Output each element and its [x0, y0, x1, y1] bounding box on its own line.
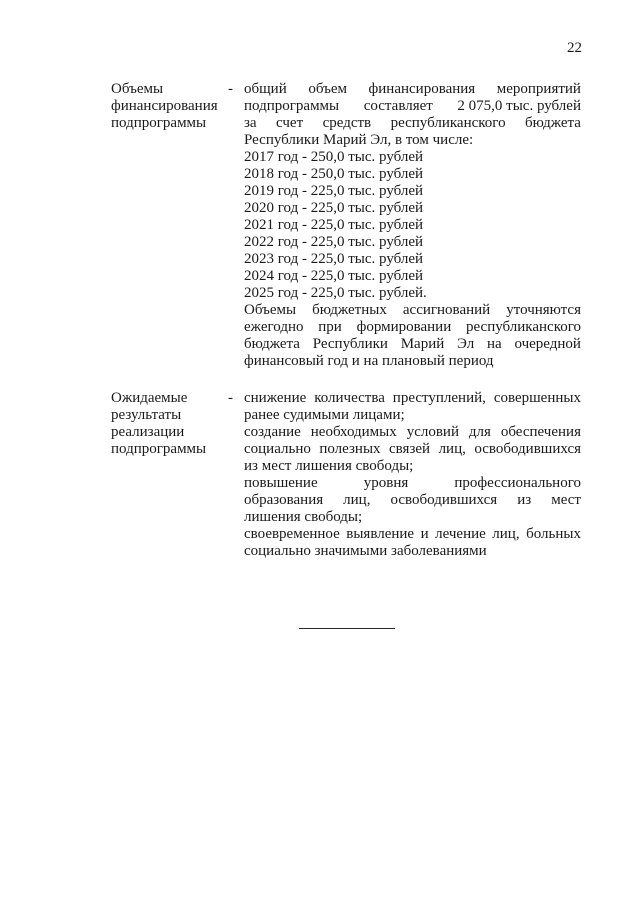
page-number: 22 — [567, 40, 582, 56]
results-dash: - — [228, 390, 233, 406]
results-line — [244, 492, 581, 509]
word: бюджета — [244, 336, 300, 352]
word: лиц, — [343, 492, 371, 508]
results-label — [111, 390, 228, 560]
word: количества — [314, 390, 385, 406]
word: совершенных — [493, 390, 581, 406]
word: больных — [526, 526, 581, 542]
results-line: ранее судимыми лицами; — [244, 407, 405, 423]
financing-label-line: Объемы — [111, 81, 164, 97]
financing-section — [111, 81, 581, 370]
results-line: социально значимыми заболеваниями — [244, 543, 487, 559]
word: на — [487, 336, 502, 352]
word: связей — [389, 441, 431, 457]
word: уточняются — [506, 302, 581, 318]
results-line — [244, 424, 581, 441]
financing-label — [111, 81, 228, 370]
word: при — [318, 319, 342, 335]
financing-dash: - — [228, 81, 233, 97]
word: освободившихся — [474, 441, 581, 457]
financing-text — [244, 81, 581, 370]
results-line: лишения свободы; — [244, 509, 363, 525]
financing-label-line: финансирования — [111, 98, 218, 114]
word: республиканского — [466, 319, 581, 335]
word: для — [468, 424, 491, 440]
financing-intro-line — [244, 115, 581, 132]
year-allocation: 2022 год - 225,0 тыс. рублей — [244, 234, 424, 250]
word: мест — [551, 492, 581, 508]
results-line — [244, 475, 581, 492]
results-line — [244, 390, 581, 407]
word: счет — [276, 115, 304, 131]
word: уровня — [363, 475, 409, 491]
word: республиканского — [390, 115, 506, 131]
year-allocation: 2017 год - 250,0 тыс. рублей — [244, 149, 424, 165]
results-line — [244, 441, 581, 458]
results-section — [111, 390, 581, 560]
word: формировании — [356, 319, 452, 335]
word: преступлений, — [392, 390, 486, 406]
end-divider-line — [299, 628, 395, 629]
results-label-line: Ожидаемые — [111, 390, 188, 406]
year-allocation: 2020 год - 225,0 тыс. рублей — [244, 200, 424, 216]
financing-note-line — [244, 302, 581, 319]
results-label-line: реализации — [111, 424, 185, 440]
word: социально — [244, 441, 311, 457]
word: освободившихся — [390, 492, 498, 508]
results-label-line: результаты — [111, 407, 182, 423]
word: лиц, — [438, 441, 466, 457]
financing-intro-line — [244, 81, 581, 98]
results-line — [244, 526, 581, 543]
word: своевременное — [244, 526, 340, 542]
financing-label-line: подпрограммы — [111, 115, 207, 131]
results-label-line: подпрограммы — [111, 441, 207, 457]
word: за — [244, 115, 257, 131]
word: из — [517, 492, 532, 508]
word: и — [420, 526, 429, 542]
word: создание — [244, 424, 301, 440]
word: составляет — [363, 98, 433, 114]
word: полезных — [319, 441, 381, 457]
results-line: из мест лишения свободы; — [244, 458, 414, 474]
word: снижение — [244, 390, 307, 406]
word: повышение — [244, 475, 318, 491]
financing-intro-last-line: Республики Марий Эл, в том числе: — [244, 132, 474, 148]
word: условий — [406, 424, 459, 440]
financing-note-line — [244, 319, 581, 336]
word: ежегодно — [244, 319, 304, 335]
year-allocation: 2018 год - 250,0 тыс. рублей — [244, 166, 424, 182]
word: обеспечения — [500, 424, 581, 440]
year-allocation: 2021 год - 225,0 тыс. рублей — [244, 217, 424, 233]
word: ассигнований — [402, 302, 491, 318]
year-allocation: 2024 год - 225,0 тыс. рублей — [244, 268, 424, 284]
financing-note-last-line: финансовый год и на плановый период — [244, 353, 494, 369]
word: 2 075,0 тыс. рублей — [457, 98, 581, 114]
word: подпрограммы — [244, 98, 340, 114]
word: бюджета — [525, 115, 581, 131]
word: средств — [322, 115, 372, 131]
word: Республики — [312, 336, 388, 352]
word: очередной — [514, 336, 581, 352]
word: необходимых — [310, 424, 397, 440]
word: Эл — [457, 336, 475, 352]
word: выявление — [346, 526, 415, 542]
year-allocation: 2025 год - 225,0 тыс. рублей. — [244, 285, 427, 301]
word: объем — [308, 81, 347, 97]
word: Марий — [400, 336, 445, 352]
financing-note-line — [244, 336, 581, 353]
year-allocation: 2019 год - 225,0 тыс. рублей — [244, 183, 424, 199]
year-allocation: 2023 год - 225,0 тыс. рублей — [244, 251, 424, 267]
word: мероприятий — [496, 81, 581, 97]
word: бюджетных — [312, 302, 387, 318]
word: лечение — [435, 526, 486, 542]
financing-intro-line — [244, 98, 581, 115]
word: Объемы — [244, 302, 297, 318]
word: финансирования — [368, 81, 476, 97]
word: общий — [244, 81, 287, 97]
word: образования — [244, 492, 324, 508]
word: лиц, — [492, 526, 520, 542]
word: профессионального — [454, 475, 581, 491]
results-text — [244, 390, 581, 560]
